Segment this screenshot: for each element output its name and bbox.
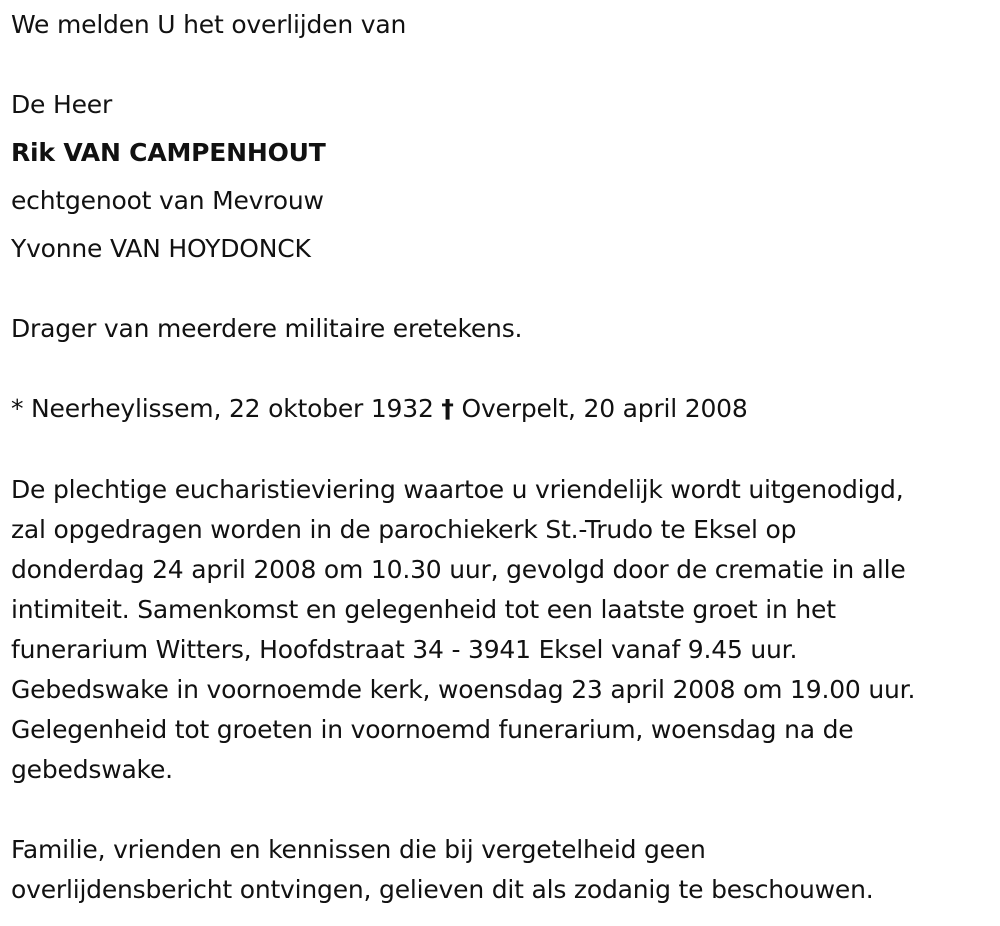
ceremony-line: Gelegenheid tot groeten in voornoemd funerarium, woensdag na de — [11, 715, 854, 744]
ceremony-line: gebedswake. — [11, 755, 173, 784]
birth-info: * Neerheylissem, 22 oktober 1932 — [11, 394, 434, 423]
ceremony-line: zal opgedragen worden in de parochiekerk St.-Trudo te Eksel op — [11, 515, 797, 544]
closing-line: Familie, vrienden en kennissen die bij vergetelheid geen — [11, 835, 706, 864]
life-dates — [11, 394, 748, 424]
deceased-name: Rik VAN CAMPENHOUT — [11, 138, 326, 167]
ceremony-line: intimiteit. Samenkomst en gelegenheid tot een laatste groet in het — [11, 595, 836, 624]
spouse-name: Yvonne VAN HOYDONCK — [11, 234, 311, 263]
spouse-label: echtgenoot van Mevrouw — [11, 186, 324, 215]
closing-line: overlijdensbericht ontvingen, gelieven dit als zodanig te beschouwen. — [11, 875, 874, 904]
intro-text: We melden U het overlijden van — [11, 10, 407, 39]
deceased-title: De Heer — [11, 90, 113, 119]
closing-paragraph — [11, 830, 874, 910]
death-info: Overpelt, 20 april 2008 — [461, 394, 748, 423]
ceremony-line: Gebedswake in voornoemde kerk, woensdag 23 april 2008 om 19.00 uur. — [11, 675, 916, 704]
ceremony-line: De plechtige eucharistieviering waartoe u vriendelijk wordt uitgenodigd, — [11, 475, 904, 504]
ceremony-line: donderdag 24 april 2008 om 10.30 uur, gevolgd door de crematie in alle — [11, 555, 906, 584]
honors-text: Drager van meerdere militaire eretekens. — [11, 314, 523, 343]
ceremony-line: funerarium Witters, Hoofdstraat 34 - 3941 Eksel vanaf 9.45 uur. — [11, 635, 798, 664]
cross-icon: † — [441, 394, 454, 423]
ceremony-paragraph — [11, 470, 915, 790]
